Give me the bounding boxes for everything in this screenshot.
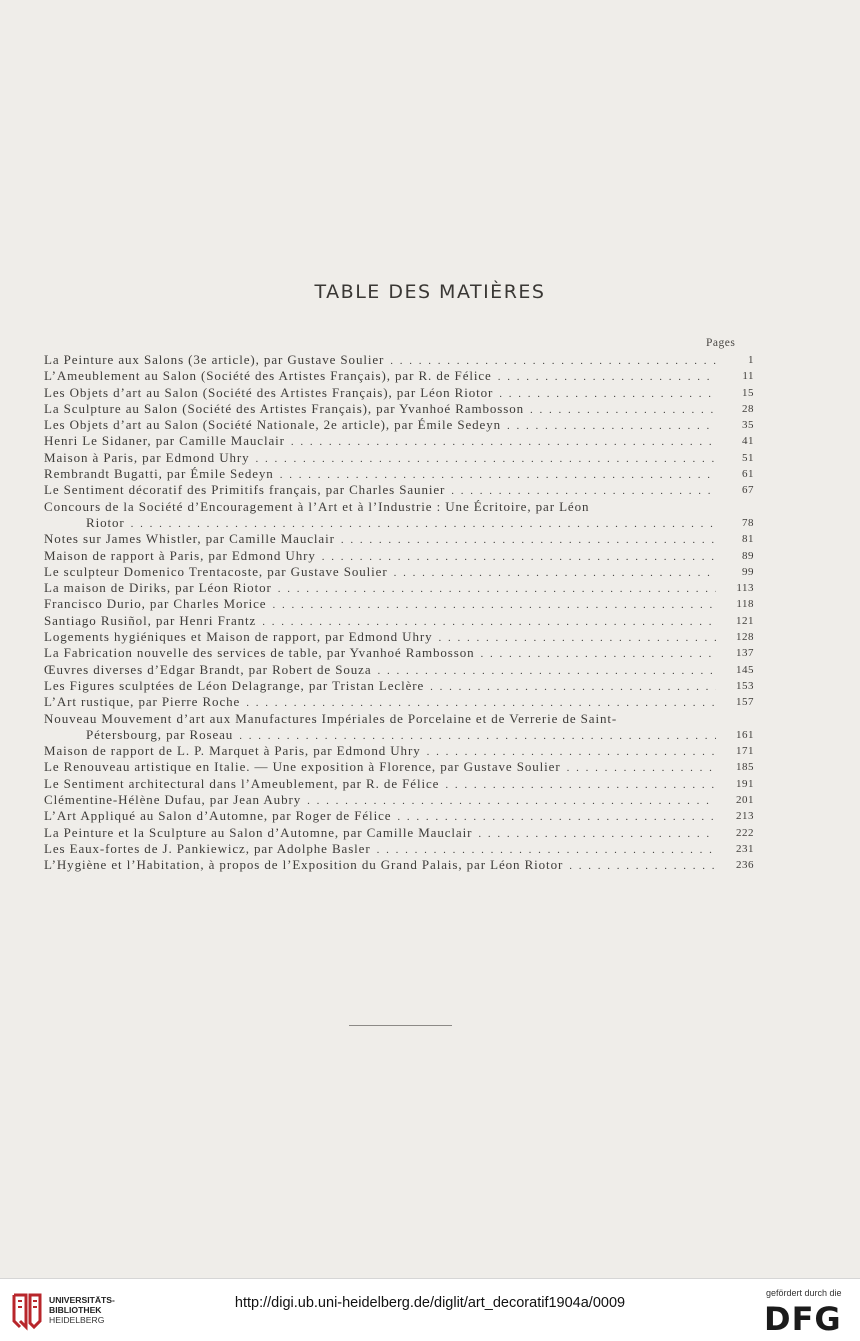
toc-entry	[44, 498, 754, 532]
leader-dots	[291, 434, 716, 450]
toc-entry-title: Les Figures sculptées de Léon Delagrange, par Tristan Leclère	[44, 677, 425, 693]
toc-entry	[44, 612, 754, 629]
toc-entry-title: Œuvres diverses d’Edgar Brandt, par Robert de Souza	[44, 661, 372, 677]
leader-dots	[307, 793, 716, 809]
toc-page-number: 128	[736, 631, 754, 644]
toc-entry-title: Logements hygiéniques et Maison de rapport, par Edmond Uhry	[44, 629, 433, 645]
toc-entry	[44, 596, 754, 612]
toc-entry	[44, 677, 754, 694]
pages-column-label: Pages	[706, 337, 736, 349]
toc-entry-title: Le Sentiment architectural dans l’Ameublement, par R. de Félice	[44, 775, 440, 791]
toc-entry	[44, 352, 754, 368]
toc-entry	[44, 743, 754, 759]
toc-entry-title: Le Sentiment décoratif des Primitifs français, par Charles Saunier	[44, 482, 446, 498]
toc-page-number: 157	[736, 696, 754, 709]
table-of-contents	[44, 352, 754, 874]
toc-entry-title: L’Ameublement au Salon (Société des Artistes Français), par R. de Félice	[44, 368, 492, 384]
toc-entry-title: Francisco Durio, par Charles Morice	[44, 596, 267, 612]
toc-entry-title: La Peinture et la Sculpture au Salon d’Automne, par Camille Mauclair	[44, 824, 473, 840]
toc-entry-title: Les Eaux-fortes de J. Pankiewicz, par Adolphe Basler	[44, 840, 371, 856]
divider-rule	[349, 1025, 452, 1026]
leader-dots	[478, 826, 716, 842]
toc-page-number: 51	[742, 451, 754, 464]
dfg-logo[interactable]: DFG	[764, 1300, 842, 1338]
toc-entry	[44, 661, 754, 678]
leader-dots	[430, 679, 716, 695]
toc-page-number: 15	[742, 386, 754, 399]
toc-page-number: 99	[742, 565, 754, 578]
toc-entry-title: L’Hygiène et l’Habitation, à propos de l’Exposition du Grand Palais, par Léon Riotor	[44, 857, 564, 873]
leader-dots	[567, 760, 716, 776]
leader-dots	[246, 695, 716, 711]
toc-entry-title-continued: Riotor	[86, 514, 125, 530]
leader-dots	[498, 369, 716, 385]
toc-entry	[44, 824, 754, 841]
toc-entry-title: La Peinture aux Salons (3e article), par Gustave Soulier	[44, 352, 385, 367]
toc-entry-title: Henri Le Sidaner, par Camille Mauclair	[44, 433, 285, 449]
leader-dots	[569, 858, 716, 874]
toc-entry-title: Santiago Rusiñol, par Henri Frantz	[44, 612, 257, 628]
toc-entry	[44, 482, 754, 498]
toc-entry-title-continued: Pétersbourg, par Roseau	[86, 726, 234, 742]
toc-page-number: 28	[742, 402, 754, 415]
leader-dots	[445, 777, 716, 793]
toc-entry-title: Notes sur James Whistler, par Camille Mauclair	[44, 531, 335, 547]
toc-entry	[44, 775, 754, 792]
permalink-url[interactable]: http://digi.ub.uni-heidelberg.de/diglit/art_decoratif1904a/0009	[234, 1295, 626, 1311]
toc-entry-title: L’Art Appliqué au Salon d’Automne, par Roger de Félice	[44, 808, 392, 824]
toc-page-number: 171	[736, 745, 754, 758]
leader-dots	[451, 483, 716, 499]
toc-entry-title: Clémentine-Hélène Dufau, par Jean Aubry	[44, 792, 302, 808]
toc-entry	[44, 368, 754, 384]
toc-page-number: 161	[736, 728, 754, 741]
library-name-line-3: HEIDELBERG	[49, 1315, 105, 1325]
toc-entry	[44, 792, 754, 808]
toc-entry-title: Maison de rapport à Paris, par Edmond Uhry	[44, 547, 316, 563]
leader-dots	[439, 630, 717, 646]
toc-entry	[44, 449, 754, 466]
library-name-line-1: UNIVERSITÄTS-	[49, 1295, 115, 1305]
leader-dots	[341, 532, 716, 548]
toc-entry	[44, 384, 754, 401]
toc-entry	[44, 857, 754, 873]
toc-page-number: 236	[736, 859, 754, 872]
toc-page-number: 1	[748, 354, 754, 366]
toc-page-number: 191	[736, 777, 754, 790]
toc-entry	[44, 466, 754, 482]
leader-dots	[280, 467, 716, 483]
toc-page-number: 78	[742, 516, 754, 529]
leader-dots	[322, 549, 716, 565]
leader-dots	[427, 744, 716, 760]
toc-page-number: 35	[742, 419, 754, 432]
funding-caption: gefördert durch die	[766, 1288, 842, 1298]
toc-entry	[44, 694, 754, 710]
toc-entry-title: Concours de la Société d’Encouragement à l’Art et à l’Industrie : Une Écritoire, par Léon	[44, 498, 590, 514]
toc-entry	[44, 400, 754, 417]
leader-dots	[481, 646, 716, 662]
toc-entry-title: Maison de rapport de L. P. Marquet à Paris, par Edmond Uhry	[44, 743, 421, 759]
toc-page-number: 121	[736, 614, 754, 627]
leader-dots	[394, 565, 716, 581]
toc-entry	[44, 547, 754, 564]
toc-entry-title: Le Renouveau artistique en Italie. — Une exposition à Florence, par Gustave Soulier	[44, 759, 561, 775]
library-name-line-2: BIBLIOTHEK	[49, 1305, 102, 1315]
toc-entry-title: La Fabrication nouvelle des services de table, par Yvanhoé Rambosson	[44, 645, 475, 661]
toc-page-number: 11	[742, 370, 754, 383]
toc-entry-title: Nouveau Mouvement d’art aux Manufactures Impériales de Porcelaine et de Verrerie de Saint-	[44, 710, 618, 726]
toc-entry-title: L’Art rustique, par Pierre Roche	[44, 694, 241, 710]
toc-entry	[44, 808, 754, 824]
toc-page-number: 81	[742, 533, 754, 546]
toc-entry-title: La maison de Diriks, par Léon Riotor	[44, 580, 272, 596]
toc-entry-title: Maison à Paris, par Edmond Uhry	[44, 449, 250, 465]
page-title: TABLE DES MATIÈRES	[314, 281, 546, 303]
leader-dots	[397, 809, 716, 825]
toc-page-number: 113	[736, 582, 754, 595]
leader-dots	[507, 418, 716, 434]
toc-page-number: 222	[736, 826, 754, 839]
toc-page-number: 185	[736, 761, 754, 774]
toc-page-number: 118	[736, 598, 754, 611]
toc-page-number: 201	[736, 794, 754, 807]
leader-dots	[390, 353, 716, 369]
leader-dots	[499, 386, 716, 402]
toc-entry	[44, 840, 754, 857]
toc-page-number: 89	[742, 549, 754, 562]
toc-entry	[44, 563, 754, 580]
leader-dots	[272, 597, 716, 613]
toc-page-number: 137	[736, 647, 754, 660]
leader-dots	[262, 614, 716, 630]
toc-page-number: 213	[736, 810, 754, 823]
toc-page-number: 231	[736, 842, 754, 855]
toc-entry	[44, 645, 754, 661]
toc-entry	[44, 531, 754, 547]
toc-entry	[44, 629, 754, 645]
toc-entry-title: Les Objets d’art au Salon (Société Nationale, 2e article), par Émile Sedeyn	[44, 417, 501, 433]
toc-entry-title: Le sculpteur Domenico Trentacoste, par Gustave Soulier	[44, 563, 388, 579]
toc-entry	[44, 433, 754, 449]
toc-entry-title: Les Objets d’art au Salon (Société des Artistes Français), par Léon Riotor	[44, 384, 494, 400]
toc-page-number: 41	[742, 435, 754, 448]
toc-page-number: 61	[742, 468, 754, 481]
toc-entry	[44, 759, 754, 775]
toc-entry-title: Rembrandt Bugatti, par Émile Sedeyn	[44, 466, 274, 482]
leader-dots	[530, 402, 716, 418]
leader-dots	[239, 728, 716, 744]
toc-page-number: 153	[736, 679, 754, 692]
leader-dots	[278, 581, 716, 597]
toc-entry-title: La Sculpture au Salon (Société des Artistes Français), par Yvanhoé Rambosson	[44, 400, 524, 416]
toc-entry	[44, 580, 754, 596]
leader-dots	[256, 451, 716, 467]
toc-entry	[44, 417, 754, 433]
toc-entry	[44, 710, 754, 744]
leader-dots	[131, 516, 716, 532]
leader-dots	[377, 842, 716, 858]
toc-page-number: 145	[736, 663, 754, 676]
viewer-footer	[0, 1278, 860, 1341]
toc-page-number: 67	[742, 484, 754, 497]
leader-dots	[378, 663, 717, 679]
